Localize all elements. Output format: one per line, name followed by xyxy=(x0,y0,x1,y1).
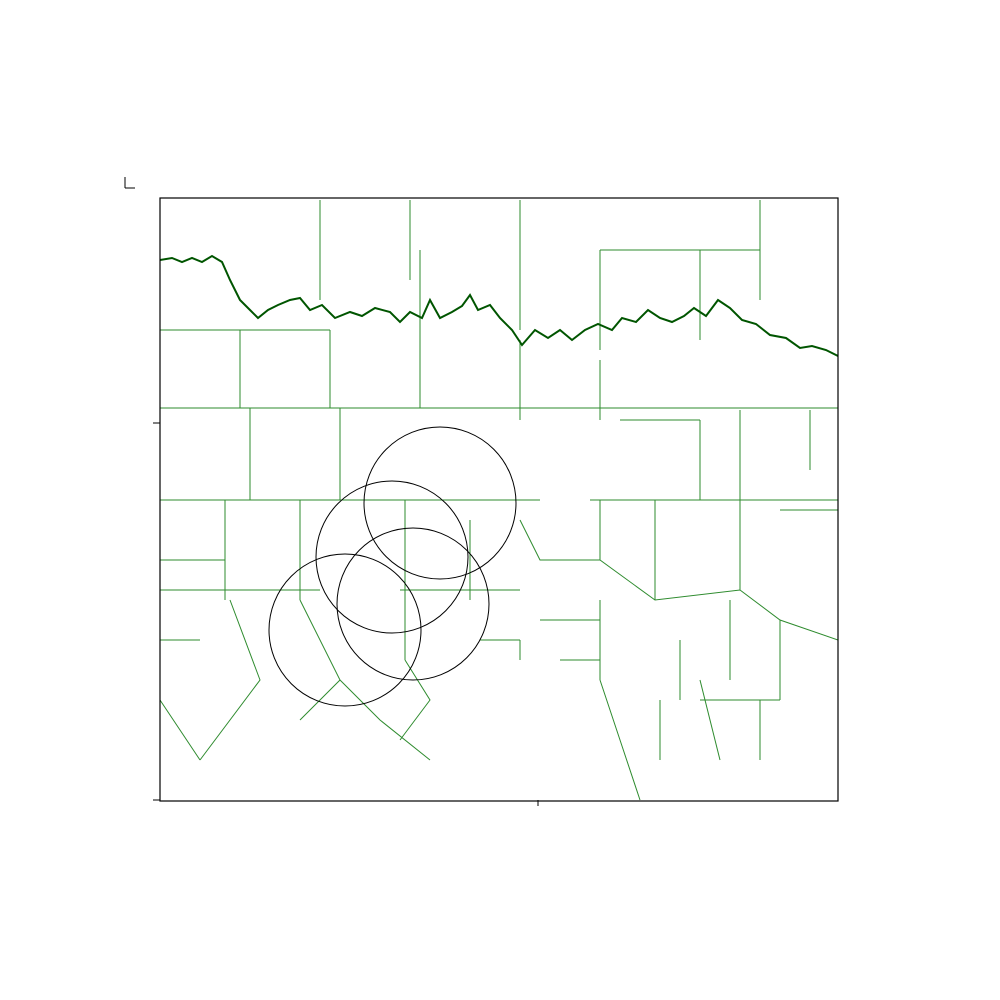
county-lines xyxy=(160,200,838,800)
state-border xyxy=(160,256,838,356)
radar-range-circles xyxy=(269,427,516,706)
vector-scale-arrow xyxy=(125,177,135,188)
